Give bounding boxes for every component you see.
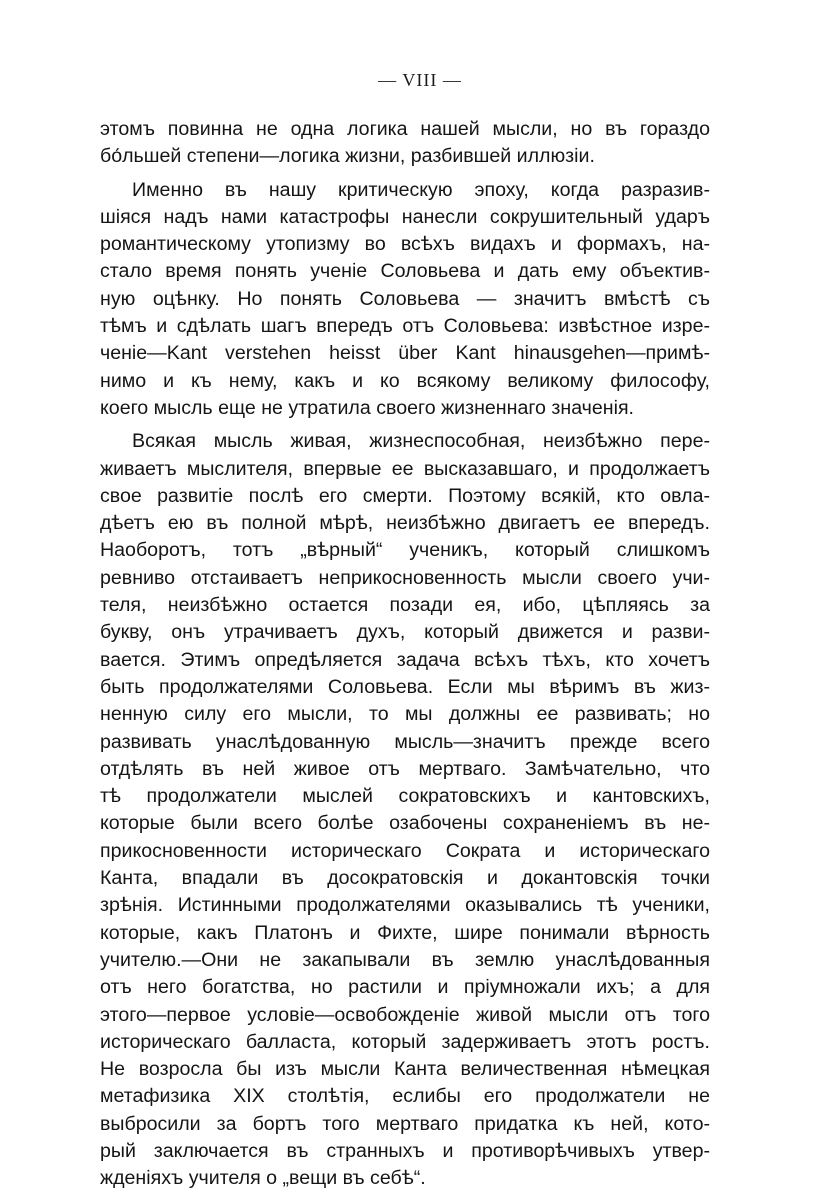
text-line: этого—первое условіе—освобожденіе живой мысли отъ того — [100, 1003, 710, 1026]
text-line: тѣ продолжатели мыслей сократовскихъ и кантовскихъ, — [100, 785, 710, 808]
text-line: быть продолжателями Соловьева. Если мы вѣримъ въ жиз- — [100, 675, 710, 698]
text-line: тѣмъ и сдѣлать шагъ впередъ отъ Соловьева: извѣстное изре- — [100, 315, 710, 338]
text-line: жденіяхъ учителя о „вещи въ себѣ“. — [100, 1167, 426, 1190]
text-line: букву, онъ утрачиваетъ духъ, который движется и разви- — [100, 621, 710, 644]
text-line: ную оцѣнку. Но понять Соловьева — значитъ вмѣстѣ съ — [100, 287, 710, 310]
text-line: живаетъ мыслителя, впервые ее высказавшаго, и продолжаетъ — [100, 457, 710, 480]
text-line: отъ него богатства, но растили и пріумножали ихъ; а для — [100, 976, 710, 999]
text-line: дѣетъ ею въ полной мѣрѣ, неизбѣжно двигаетъ ее впередъ. — [100, 512, 710, 535]
text-line: Наоборотъ, тотъ „вѣрный“ ученикъ, который слишкомъ — [100, 539, 710, 562]
text-line: стало время понять ученіе Соловьева и дать ему объектив- — [100, 260, 710, 283]
text-line: отдѣлять въ ней живое отъ мертваго. Замѣчательно, что — [100, 757, 710, 780]
text-line: которые были всего болѣе озабочены сохраненіемъ въ не- — [100, 812, 710, 835]
text-line: прикосновенности историческаго Сократа и историческаго — [100, 839, 710, 862]
text-line: которые, какъ Платонъ и Фихте, шире понимали вѣрность — [100, 921, 710, 944]
text-line: Канта, впадали въ досократовскія и докантовскія точки — [100, 867, 710, 890]
text-line: этомъ повинна не одна логика нашей мысли, но въ гораздо — [100, 118, 710, 140]
text-line: вается. Этимъ опредѣляется задача всѣхъ тѣхъ, кто хочетъ — [100, 648, 710, 671]
text-line: бо́льшей степени—логика жизни, разбившей иллюзіи. — [100, 145, 595, 168]
text-line: Всякая мысль живая, жизнеспособная, неизбѣжно пере- — [132, 430, 710, 453]
text-line: шіяся надъ нами катастрофы нанесли сокрушительный ударъ — [100, 205, 710, 228]
text-line: коего мысль еще не утратила своего жизненнаго значенія. — [100, 396, 634, 419]
text-line: историческаго балласта, который задерживаетъ этотъ ростъ. — [100, 1030, 710, 1053]
text-line: Именно въ нашу критическую эпоху, когда разразив- — [132, 178, 710, 201]
text-line: Не возросла бы изъ мысли Канта величественная нѣмецкая — [100, 1058, 710, 1081]
text-line: свое развитіе послѣ его смерти. Поэтому всякій, кто овла- — [100, 484, 710, 507]
text-line: учителю.—Они не закапывали въ землю унаслѣдованныя — [100, 948, 710, 971]
text-line: теля, неизбѣжно остается позади ея, ибо, цѣпляясь за — [100, 594, 710, 617]
text-line: нимо и къ нему, какъ и ко всякому великому философу, — [100, 369, 710, 392]
paragraph-2 — [100, 177, 710, 423]
text-line: ченіе—Kant verstehen heisst über Kant hinausgehen—примѣ- — [100, 342, 710, 365]
text-line: ненную силу его мысли, то мы должны ее развивать; но — [100, 703, 710, 726]
page-number: — VIII — — [378, 70, 462, 90]
text-line: романтическому утопизму во всѣхъ видахъ и формахъ, на- — [100, 233, 710, 256]
text-line: ревниво отстаиваетъ неприкосновенность мысли своего учи- — [100, 566, 710, 589]
text-line: зрѣнія. Истинными продолжателями оказывались тѣ ученики, — [100, 894, 710, 917]
body-text — [100, 116, 710, 1193]
paragraph-1 — [100, 116, 710, 171]
paragraph-3 — [100, 428, 710, 1192]
text-line: развивать унаслѣдованную мысль—значитъ прежде всего — [100, 730, 710, 753]
text-line: рый заключается въ странныхъ и противорѣчивыхъ утвер- — [100, 1139, 710, 1162]
text-line: метафизика XIX столѣтія, еслибы его продолжатели не — [100, 1085, 710, 1108]
text-line: выбросили за бортъ того мертваго придатка къ ней, кото- — [100, 1112, 710, 1135]
